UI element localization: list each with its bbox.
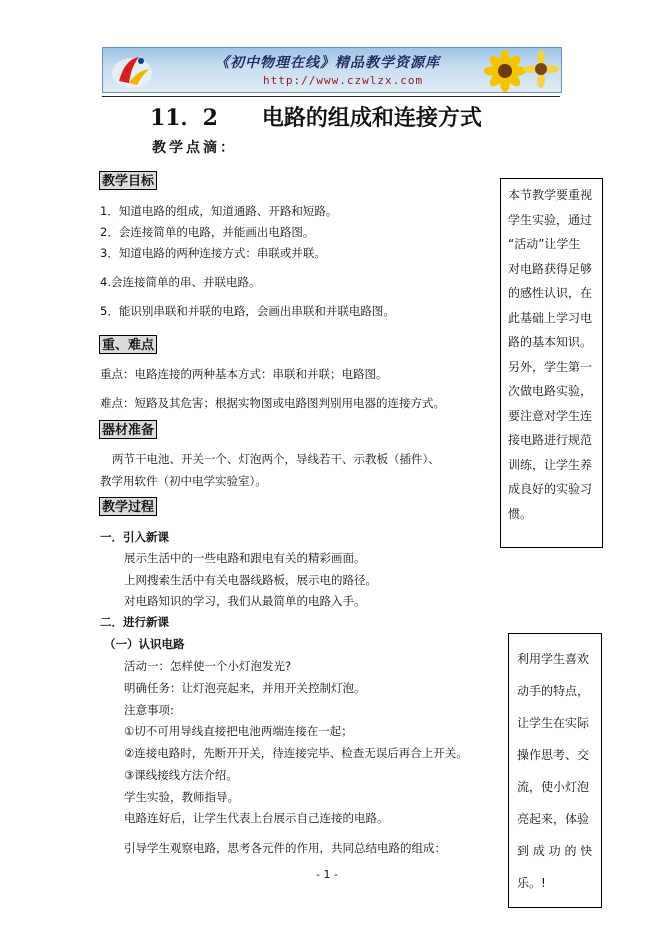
subtitle: 教学点滴： bbox=[152, 140, 237, 156]
goal-item: 3．知道电路的两种连接方式：串联或并联。 bbox=[100, 246, 326, 260]
process-heading: 二．进行新课 bbox=[100, 615, 169, 629]
process-item: 展示生活中的一些电路和跟电有关的精彩画面。 bbox=[124, 551, 366, 565]
materials-line: 两节干电池、开关一个、灯泡两个，导线若干、示教板（插件）、 bbox=[112, 452, 440, 466]
header-banner bbox=[102, 47, 562, 93]
process-item: 注意事项: bbox=[124, 703, 174, 717]
note-line: 另外，学生第一 bbox=[508, 359, 593, 374]
sidebar-note-1 bbox=[500, 178, 603, 548]
note-line: 本节教学要重视 bbox=[508, 188, 593, 202]
banner-title: 《初中物理在线》精品教学资源库 bbox=[215, 55, 440, 71]
key-point-item: 重点：电路连接的两种基本方式：串联和并联；电路图。 bbox=[100, 367, 388, 381]
note-line: 学生实验，通过 bbox=[508, 212, 593, 227]
key-point-item: 难点：短路及其危害；根据实物图或电路图判别用电器的连接方式。 bbox=[100, 396, 445, 410]
section-label-process: 教学过程 bbox=[99, 497, 157, 516]
note-line: 利用学生喜欢 bbox=[517, 652, 590, 666]
note-line: 流，使小灯泡 bbox=[517, 780, 590, 794]
process-item: 对电路知识的学习，我们从最简单的电路入手。 bbox=[124, 594, 366, 608]
sunflower-icon bbox=[475, 50, 559, 92]
note-line: 的感性认识，在 bbox=[508, 286, 593, 300]
materials-line: 教学用软件（初中电学实验室）。 bbox=[100, 474, 267, 488]
note-line: 次做电路实验， bbox=[508, 384, 593, 398]
note-line: 训练，让学生养 bbox=[508, 457, 593, 472]
site-logo-icon bbox=[109, 51, 155, 91]
goal-item: 4.会连接简单的串、并联电路。 bbox=[100, 275, 261, 289]
note-line: 要注意对学生连 bbox=[508, 408, 593, 423]
page-number: - 1 - bbox=[316, 868, 338, 881]
goal-item: 5．能识别串联和并联的电路，会画出串联和并联电路图。 bbox=[100, 304, 395, 318]
process-item: 明确任务：让灯泡亮起来，并用开关控制灯泡。 bbox=[124, 681, 366, 695]
sidebar-note-2 bbox=[508, 633, 602, 908]
note-line: 成良好的实验习 bbox=[508, 482, 593, 496]
header-rule bbox=[102, 96, 560, 97]
note-line: 乐。! bbox=[517, 876, 546, 890]
process-item: ①切不可用导线直接把电池两端连接在一起； bbox=[124, 724, 353, 738]
process-heading: 一．引入新课 bbox=[100, 530, 169, 544]
note-line: 让学生在实际 bbox=[517, 716, 590, 730]
process-item: ③课线接线方法介绍。 bbox=[124, 768, 238, 782]
note-line: 此基础上学习电 bbox=[508, 310, 593, 325]
note-line: 到 成 功 的 快 bbox=[517, 844, 593, 858]
process-subheading: （一）认识电路 bbox=[104, 637, 185, 651]
section-label-goals: 教学目标 bbox=[99, 171, 157, 190]
section-label-materials: 器材准备 bbox=[99, 420, 157, 439]
process-item: 活动一：怎样使一个小灯泡发光? bbox=[124, 659, 292, 673]
goal-item: 2．会连接简单的电路，并能画出电路图。 bbox=[100, 225, 315, 239]
process-item: 引导学生观察电路，思考各元件的作用，共同总结电路的组成： bbox=[124, 841, 446, 855]
section-label-key-points: 重、难点 bbox=[99, 335, 157, 354]
note-line: 操作思考、交 bbox=[517, 748, 590, 762]
note-line: 动手的特点， bbox=[517, 684, 590, 698]
note-line: 路的基本知识。 bbox=[508, 335, 593, 349]
note-line: 亮起来，体验 bbox=[517, 812, 590, 826]
note-line: 接电路进行规范 bbox=[508, 433, 593, 447]
process-item: 上网搜索生活中有关电器线路板，展示电的路径。 bbox=[124, 573, 377, 587]
process-item: ②连接电路时，先断开开关，待连接完毕、检查无误后再合上开关。 bbox=[124, 746, 468, 760]
note-line: “活动”让学生 bbox=[508, 237, 581, 251]
process-item: 电路连好后，让学生代表上台展示自己连接的电路。 bbox=[124, 811, 389, 825]
note-line: 对电路获得足够 bbox=[508, 261, 593, 276]
document-title: 11．2 电路的组成和连接方式 bbox=[150, 105, 482, 131]
note-line: 惯。 bbox=[508, 506, 533, 521]
process-item: 学生实验，教师指导。 bbox=[124, 790, 239, 804]
goal-item: 1．知道电路的组成，知道通路、开路和短路。 bbox=[100, 204, 338, 218]
banner-url: http://www.czwlzx.com bbox=[263, 74, 424, 87]
